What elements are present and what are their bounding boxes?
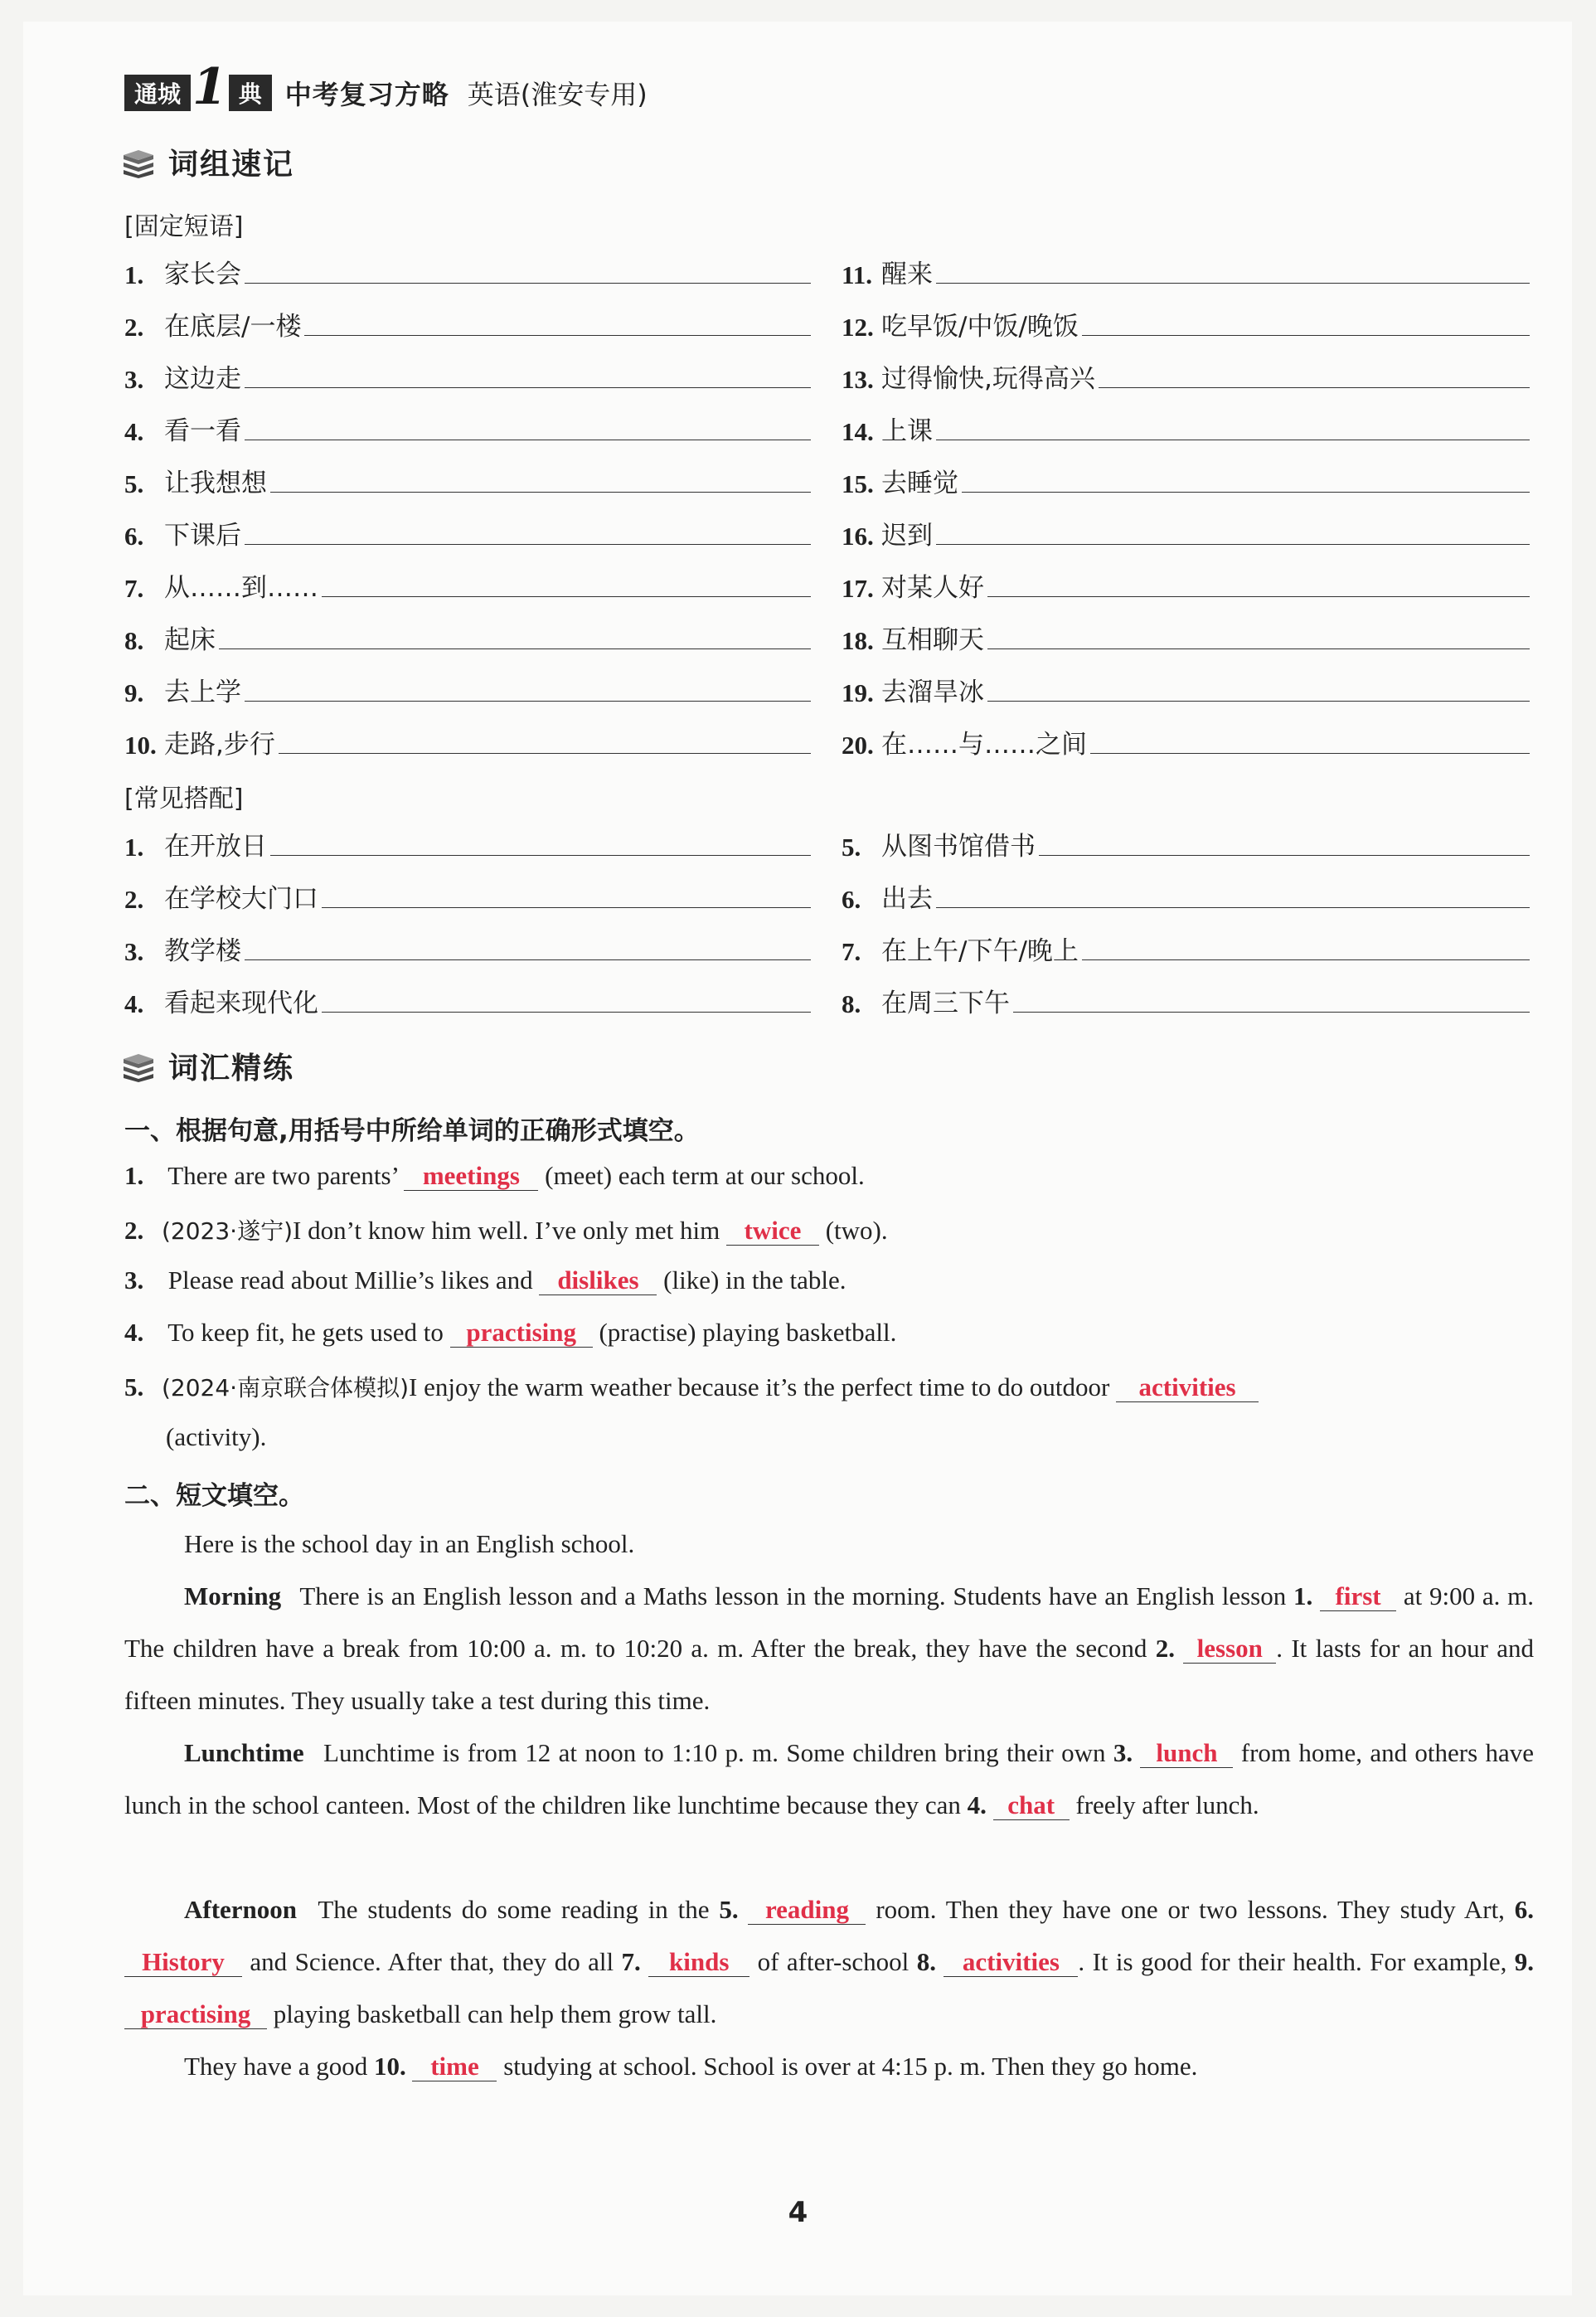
brand-part2: 典: [229, 75, 272, 111]
phrase-text: 走路,步行: [164, 730, 275, 760]
phrase-num: 10.: [124, 731, 157, 760]
blank-num: 6.: [1514, 1895, 1535, 1924]
question-num: 2.: [124, 1216, 144, 1245]
phrase-item: [124, 358, 811, 395]
answer-line[interactable]: [1099, 387, 1530, 388]
phrase-num: 2.: [124, 313, 144, 342]
phrase-item: [124, 619, 811, 656]
answer-line[interactable]: [936, 907, 1530, 908]
phrase-num: 5.: [124, 469, 144, 498]
question-text: (two).: [825, 1216, 888, 1245]
phrase-text: 出去: [881, 884, 933, 914]
passage-text: They have a good: [184, 2052, 368, 2081]
passage-text: There is an English lesson and a Maths lesson in the morning. Students have an English lesson: [299, 1581, 1287, 1610]
answer-line[interactable]: [322, 1012, 811, 1013]
answer-line[interactable]: [1090, 753, 1530, 754]
answer-line[interactable]: [936, 283, 1530, 284]
phrase-text: 互相聊天: [881, 625, 984, 655]
phrase-text: 让我想想: [164, 469, 267, 498]
answer-blank[interactable]: activities: [944, 1948, 1078, 1977]
phrase-text: 在上午/下午/晚上: [881, 936, 1079, 966]
phrase-num: 6.: [124, 522, 144, 551]
phrase-item: [124, 410, 811, 447]
phrase-item: [842, 878, 1530, 915]
answer-blank[interactable]: twice: [726, 1217, 819, 1246]
answer-blank[interactable]: lesson: [1183, 1635, 1276, 1664]
phrase-item: [842, 826, 1530, 862]
passage-closing: [124, 2040, 1534, 2092]
phrase-text: 吃早饭/中饭/晚饭: [881, 312, 1079, 342]
answer-blank[interactable]: activities: [1116, 1373, 1259, 1402]
phrase-item: [842, 567, 1530, 604]
books-icon: [120, 147, 157, 178]
answer-blank[interactable]: first: [1320, 1582, 1396, 1611]
passage-text: playing basketball can help them grow tall.: [273, 1999, 717, 2028]
phrase-text: 醒来: [881, 260, 933, 289]
phrase-text: 这边走: [164, 364, 241, 394]
passage-text: of after-school: [757, 1947, 910, 1976]
answer-line[interactable]: [962, 492, 1530, 493]
phrase-item: [842, 358, 1530, 395]
phrase-text: 从图书馆借书: [881, 832, 1036, 862]
section-title-text: 词汇精练: [168, 1052, 295, 1086]
answer-line[interactable]: [1013, 1012, 1530, 1013]
question-source: (2024·南京联合体模拟): [162, 1374, 410, 1401]
question-text: I enjoy the warm weather because it’s the perfect time to do outdoor: [409, 1372, 1110, 1401]
answer-line[interactable]: [322, 596, 811, 597]
question-text: (practise) playing basketball.: [599, 1318, 897, 1347]
part2-instruction: 二、短文填空。: [124, 1481, 304, 1511]
phrase-num: 20.: [842, 731, 874, 760]
blank-num: 3.: [1113, 1738, 1133, 1767]
phrase-item: [842, 672, 1530, 708]
tag-common-collocations: [常见搭配]: [124, 784, 244, 814]
phrase-item: [124, 930, 811, 967]
passage-text: . It is good for their health. For example,: [1078, 1947, 1507, 1976]
question-text: To keep fit, he gets used to: [167, 1318, 444, 1347]
question-3: [124, 1265, 1534, 1295]
phrase-item: [842, 515, 1530, 551]
question-num: 3.: [124, 1265, 144, 1295]
phrase-text: 看起来现代化: [164, 988, 318, 1018]
phrase-text: 迟到: [881, 521, 933, 551]
question-text: (meet) each term at our school.: [545, 1161, 865, 1190]
question-text: (like) in the table.: [663, 1265, 847, 1295]
phrase-text: 在周三下午: [881, 988, 1010, 1018]
answer-line[interactable]: [987, 648, 1530, 649]
phrase-text: 过得愉快,玩得高兴: [881, 364, 1095, 394]
phrase-item: [842, 463, 1530, 499]
phrase-num: 8.: [124, 626, 144, 655]
answer-line[interactable]: [279, 753, 811, 754]
answer-blank[interactable]: dislikes: [539, 1266, 657, 1295]
phrase-num: 5.: [842, 833, 861, 862]
tag-fixed-phrases: [固定短语]: [124, 212, 244, 241]
phrase-num: 1.: [124, 260, 144, 289]
phrase-item: [842, 410, 1530, 447]
phrase-item: [124, 254, 811, 290]
phrase-num: 13.: [842, 365, 874, 394]
answer-line[interactable]: [1082, 335, 1530, 336]
page-number: 4: [788, 2196, 808, 2229]
question-num: 1.: [124, 1161, 144, 1190]
passage-text: at 9:00 a. m. The children have a break from 10:00 a. m. to 10:20 a. m. After the break, they have the second: [124, 1581, 1535, 1663]
brand-logo: [124, 58, 272, 116]
phrase-text: 上课: [881, 416, 933, 446]
phrase-text: 在开放日: [164, 832, 267, 862]
phrase-item: [124, 826, 811, 862]
section-title-vocab: [120, 1045, 294, 1087]
question-1: [124, 1161, 1534, 1191]
paragraph-label: Morning: [184, 1581, 282, 1610]
phrase-num: 16.: [842, 522, 874, 551]
page-header: [124, 58, 648, 116]
phrase-num: 6.: [842, 885, 861, 914]
blank-num: 9.: [1514, 1947, 1535, 1976]
answer-blank[interactable]: practising: [124, 2000, 267, 2029]
phrase-text: 去睡觉: [881, 469, 958, 498]
phrase-num: 4.: [124, 989, 144, 1018]
answer-line[interactable]: [245, 283, 811, 284]
answer-line[interactable]: [245, 387, 811, 388]
phrase-text: 下课后: [164, 521, 241, 551]
blank-num: 2.: [1155, 1634, 1175, 1663]
answer-line[interactable]: [219, 648, 811, 649]
passage-text: The students do some reading in the: [318, 1895, 710, 1924]
answer-line[interactable]: [270, 855, 811, 856]
phrase-item: [124, 983, 811, 1019]
passage-text: . It lasts for an hour and fifteen minutes. They usually take a test during this time.: [124, 1634, 1535, 1715]
section-title-phrases: [120, 141, 294, 183]
phrase-item: [842, 724, 1530, 760]
question-num: 5.: [124, 1372, 144, 1401]
phrase-num: 8.: [842, 989, 861, 1018]
passage-text: room. Then they have one or two lessons. They study Art,: [876, 1895, 1505, 1924]
phrase-item: [124, 878, 811, 915]
phrase-num: 17.: [842, 574, 874, 603]
passage-morning: [124, 1570, 1534, 1727]
phrase-item: [124, 515, 811, 551]
question-num: 4.: [124, 1318, 144, 1347]
passage-text: and Science. After that, they do all: [250, 1947, 614, 1976]
phrase-num: 2.: [124, 885, 144, 914]
books-icon: [120, 1051, 157, 1082]
phrase-text: 从……到……: [164, 573, 318, 603]
phrase-text: 教学楼: [164, 936, 241, 966]
section-title-text: 词组速记: [168, 148, 295, 182]
passage-lunchtime: [124, 1727, 1534, 1831]
phrase-item: [842, 930, 1530, 967]
blank-num: 1.: [1293, 1581, 1313, 1610]
book-title: 中考复习方略: [284, 79, 449, 110]
part1-instruction: 一、根据句意,用括号中所给单词的正确形式填空。: [124, 1116, 700, 1146]
passage-text: Here is the school day in an English school.: [184, 1529, 635, 1558]
answer-blank[interactable]: lunch: [1140, 1739, 1233, 1768]
blank-num: 10.: [373, 2052, 406, 2081]
phrase-num: 1.: [124, 833, 144, 862]
phrase-num: 7.: [124, 574, 144, 603]
answer-blank[interactable]: meetings: [404, 1162, 538, 1191]
phrase-num: 11.: [842, 260, 873, 289]
question-text: (activity).: [166, 1422, 267, 1451]
brand-numeral: 1: [192, 58, 227, 116]
paragraph-label: Lunchtime: [184, 1738, 304, 1767]
passage-afternoon: [124, 1883, 1534, 2040]
phrase-num: 12.: [842, 313, 874, 342]
phrase-num: 4.: [124, 417, 144, 446]
phrase-text: 在学校大门口: [164, 884, 318, 914]
blank-num: 7.: [621, 1947, 641, 1976]
answer-line[interactable]: [322, 907, 811, 908]
phrase-text: 在……与……之间: [881, 730, 1087, 760]
phrase-num: 19.: [842, 678, 874, 707]
answer-line[interactable]: [987, 596, 1530, 597]
passage-intro: [124, 1518, 1534, 1570]
answer-line[interactable]: [245, 544, 811, 545]
phrase-item: [842, 983, 1530, 1019]
phrase-num: 3.: [124, 937, 144, 966]
question-4: [124, 1318, 1534, 1348]
answer-line[interactable]: [304, 335, 811, 336]
blank-num: 8.: [916, 1947, 936, 1976]
answer-blank[interactable]: time: [412, 2052, 497, 2081]
answer-blank[interactable]: chat: [993, 1791, 1070, 1820]
phrase-num: 3.: [124, 365, 144, 394]
passage-text: from home, and others have lunch in the school canteen. Most of the children like lunchtime because they can: [124, 1738, 1535, 1819]
answer-blank[interactable]: History: [124, 1948, 242, 1977]
phrase-text: 对某人好: [881, 573, 984, 603]
question-text: Please read about Millie’s likes and: [167, 1265, 533, 1295]
answer-line[interactable]: [987, 701, 1530, 702]
phrase-num: 9.: [124, 678, 144, 707]
answer-line[interactable]: [936, 544, 1530, 545]
answer-line[interactable]: [1082, 959, 1530, 960]
blank-num: 5.: [719, 1895, 739, 1924]
passage-text: freely after lunch.: [1075, 1790, 1259, 1819]
answer-line[interactable]: [1039, 855, 1530, 856]
answer-line[interactable]: [245, 701, 811, 702]
phrase-num: 7.: [842, 937, 861, 966]
phrase-item: [124, 567, 811, 604]
brand-part1: 通城: [124, 75, 191, 111]
phrase-item: [842, 306, 1530, 342]
phrase-text: 看一看: [164, 416, 241, 446]
answer-line[interactable]: [270, 492, 811, 493]
passage-text: Lunchtime is from 12 at noon to 1:10 p. m. Some children bring their own: [323, 1738, 1106, 1767]
phrase-item: [842, 619, 1530, 656]
blank-num: 4.: [967, 1790, 987, 1819]
question-2: [124, 1213, 1534, 1246]
phrase-item: [842, 254, 1530, 290]
phrase-num: 15.: [842, 469, 874, 498]
question-5-cont: [166, 1422, 1575, 1452]
phrase-item: [124, 724, 811, 760]
answer-blank[interactable]: reading: [748, 1896, 866, 1925]
phrase-text: 家长会: [164, 260, 241, 289]
answer-blank[interactable]: practising: [450, 1319, 593, 1348]
phrase-item: [124, 672, 811, 708]
phrase-text: 起床: [164, 625, 216, 655]
paragraph-label: Afternoon: [184, 1895, 298, 1924]
phrase-text: 去上学: [164, 678, 241, 707]
phrase-text: 去溜旱冰: [881, 678, 984, 707]
phrase-item: [124, 463, 811, 499]
question-source: (2023·遂宁): [162, 1217, 293, 1245]
phrase-text: 在底层/一楼: [164, 312, 302, 342]
question-text: I don’t know him well. I’ve only met him: [293, 1216, 720, 1245]
book-subject: 英语(淮安专用): [467, 79, 648, 110]
phrase-num: 14.: [842, 417, 874, 446]
phrase-item: [124, 306, 811, 342]
answer-line[interactable]: [245, 959, 811, 960]
answer-blank[interactable]: kinds: [648, 1948, 749, 1977]
question-5: [124, 1370, 1534, 1403]
question-text: There are two parents’: [167, 1161, 398, 1190]
phrase-num: 18.: [842, 626, 874, 655]
passage-text: studying at school. School is over at 4:15 p. m. Then they go home.: [503, 2052, 1198, 2081]
